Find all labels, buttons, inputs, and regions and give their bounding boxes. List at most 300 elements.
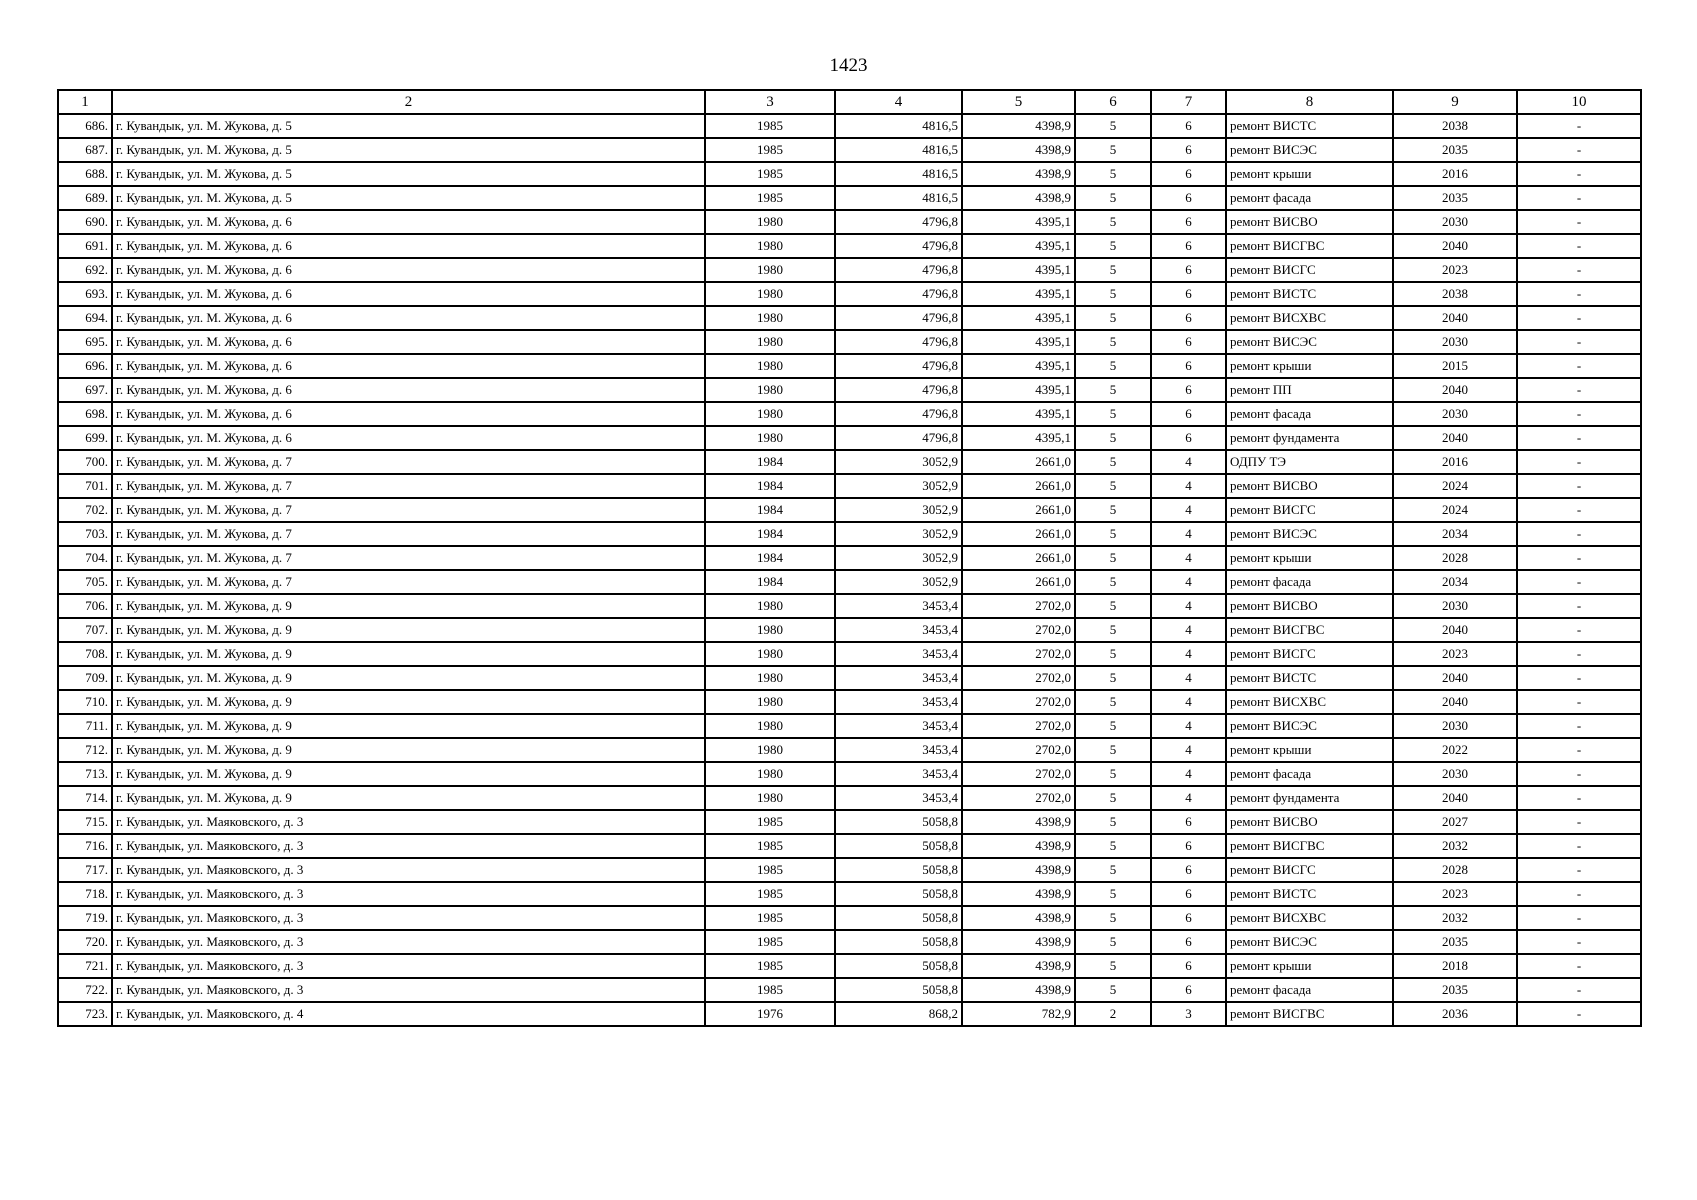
- cell-year-built: 1985: [705, 138, 835, 162]
- cell-residential-area: 4395,1: [962, 258, 1075, 282]
- cell-note: -: [1517, 162, 1641, 186]
- cell-address: г. Кувандык, ул. М. Жукова, д. 9: [112, 762, 705, 786]
- cell-residential-area: 4395,1: [962, 402, 1075, 426]
- cell-floors: 5: [1075, 618, 1151, 642]
- cell-total-area: 4816,5: [835, 162, 962, 186]
- cell-planned-year: 2028: [1393, 858, 1517, 882]
- cell-entrances: 6: [1151, 138, 1226, 162]
- cell-address: г. Кувандык, ул. Маяковского, д. 3: [112, 810, 705, 834]
- cell-floors: 5: [1075, 810, 1151, 834]
- cell-planned-year: 2030: [1393, 762, 1517, 786]
- cell-work-type: ремонт ВИСГС: [1226, 498, 1393, 522]
- cell-work-type: ремонт ВИСГВС: [1226, 618, 1393, 642]
- cell-year-built: 1980: [705, 426, 835, 450]
- cell-note: -: [1517, 282, 1641, 306]
- cell-note: -: [1517, 522, 1641, 546]
- cell-planned-year: 2016: [1393, 162, 1517, 186]
- cell-address: г. Кувандык, ул. Маяковского, д. 3: [112, 858, 705, 882]
- cell-planned-year: 2023: [1393, 642, 1517, 666]
- cell-entrances: 6: [1151, 258, 1226, 282]
- cell-note: -: [1517, 618, 1641, 642]
- cell-year-built: 1980: [705, 378, 835, 402]
- cell-row-number: 715.: [58, 810, 112, 834]
- table-row: [58, 954, 1641, 978]
- cell-planned-year: 2035: [1393, 138, 1517, 162]
- cell-note: -: [1517, 114, 1641, 138]
- cell-work-type: ремонт ВИСЭС: [1226, 714, 1393, 738]
- cell-residential-area: 4398,9: [962, 930, 1075, 954]
- table-row: [58, 690, 1641, 714]
- cell-address: г. Кувандык, ул. М. Жукова, д. 9: [112, 738, 705, 762]
- cell-row-number: 709.: [58, 666, 112, 690]
- cell-year-built: 1984: [705, 450, 835, 474]
- cell-year-built: 1984: [705, 522, 835, 546]
- column-header: 2: [112, 90, 705, 114]
- cell-floors: 5: [1075, 450, 1151, 474]
- cell-total-area: 5058,8: [835, 930, 962, 954]
- cell-total-area: 5058,8: [835, 810, 962, 834]
- cell-work-type: ремонт ВИСГС: [1226, 258, 1393, 282]
- cell-entrances: 6: [1151, 954, 1226, 978]
- cell-work-type: ремонт ВИСВО: [1226, 474, 1393, 498]
- cell-residential-area: 2661,0: [962, 450, 1075, 474]
- table-row: [58, 186, 1641, 210]
- cell-entrances: 6: [1151, 114, 1226, 138]
- cell-floors: 5: [1075, 354, 1151, 378]
- cell-note: -: [1517, 642, 1641, 666]
- cell-work-type: ремонт ВИСЭС: [1226, 138, 1393, 162]
- cell-row-number: 689.: [58, 186, 112, 210]
- cell-floors: 5: [1075, 786, 1151, 810]
- cell-total-area: 3052,9: [835, 546, 962, 570]
- table-row: [58, 282, 1641, 306]
- table-row: [58, 762, 1641, 786]
- cell-planned-year: 2035: [1393, 186, 1517, 210]
- table-row: [58, 882, 1641, 906]
- table-row: [58, 906, 1641, 930]
- cell-address: г. Кувандык, ул. М. Жукова, д. 5: [112, 114, 705, 138]
- cell-residential-area: 2661,0: [962, 474, 1075, 498]
- cell-total-area: 3052,9: [835, 474, 962, 498]
- cell-floors: 5: [1075, 738, 1151, 762]
- cell-entrances: 4: [1151, 498, 1226, 522]
- cell-total-area: 4816,5: [835, 114, 962, 138]
- cell-total-area: 3052,9: [835, 570, 962, 594]
- cell-entrances: 4: [1151, 642, 1226, 666]
- cell-entrances: 4: [1151, 450, 1226, 474]
- cell-entrances: 6: [1151, 282, 1226, 306]
- cell-address: г. Кувандык, ул. М. Жукова, д. 9: [112, 618, 705, 642]
- cell-year-built: 1984: [705, 474, 835, 498]
- cell-row-number: 700.: [58, 450, 112, 474]
- cell-note: -: [1517, 330, 1641, 354]
- cell-address: г. Кувандык, ул. М. Жукова, д. 7: [112, 474, 705, 498]
- table-row: [58, 570, 1641, 594]
- cell-residential-area: 4395,1: [962, 210, 1075, 234]
- cell-entrances: 6: [1151, 930, 1226, 954]
- column-header: 4: [835, 90, 962, 114]
- cell-year-built: 1980: [705, 786, 835, 810]
- cell-address: г. Кувандык, ул. М. Жукова, д. 7: [112, 498, 705, 522]
- cell-floors: 5: [1075, 498, 1151, 522]
- cell-total-area: 4796,8: [835, 330, 962, 354]
- cell-floors: 5: [1075, 162, 1151, 186]
- cell-row-number: 706.: [58, 594, 112, 618]
- cell-planned-year: 2030: [1393, 330, 1517, 354]
- cell-planned-year: 2040: [1393, 234, 1517, 258]
- cell-entrances: 6: [1151, 378, 1226, 402]
- cell-work-type: ремонт фасада: [1226, 762, 1393, 786]
- cell-address: г. Кувандык, ул. М. Жукова, д. 9: [112, 690, 705, 714]
- cell-year-built: 1980: [705, 594, 835, 618]
- cell-note: -: [1517, 450, 1641, 474]
- cell-year-built: 1984: [705, 546, 835, 570]
- cell-residential-area: 4398,9: [962, 882, 1075, 906]
- cell-planned-year: 2040: [1393, 690, 1517, 714]
- cell-total-area: 3453,4: [835, 618, 962, 642]
- cell-note: -: [1517, 474, 1641, 498]
- cell-address: г. Кувандык, ул. Маяковского, д. 3: [112, 978, 705, 1002]
- cell-planned-year: 2030: [1393, 594, 1517, 618]
- cell-total-area: 5058,8: [835, 954, 962, 978]
- cell-floors: 5: [1075, 330, 1151, 354]
- cell-note: -: [1517, 954, 1641, 978]
- cell-total-area: 4796,8: [835, 354, 962, 378]
- cell-year-built: 1985: [705, 162, 835, 186]
- column-header: 3: [705, 90, 835, 114]
- cell-year-built: 1985: [705, 882, 835, 906]
- cell-floors: 5: [1075, 954, 1151, 978]
- cell-work-type: ремонт фундамента: [1226, 426, 1393, 450]
- cell-row-number: 691.: [58, 234, 112, 258]
- cell-note: -: [1517, 786, 1641, 810]
- cell-address: г. Кувандык, ул. М. Жукова, д. 5: [112, 138, 705, 162]
- column-header: 8: [1226, 90, 1393, 114]
- table-row: [58, 714, 1641, 738]
- cell-entrances: 6: [1151, 834, 1226, 858]
- cell-residential-area: 2702,0: [962, 762, 1075, 786]
- cell-work-type: ремонт ВИСТС: [1226, 666, 1393, 690]
- cell-year-built: 1980: [705, 258, 835, 282]
- cell-note: -: [1517, 546, 1641, 570]
- cell-entrances: 6: [1151, 978, 1226, 1002]
- cell-residential-area: 4398,9: [962, 858, 1075, 882]
- cell-floors: 5: [1075, 978, 1151, 1002]
- cell-row-number: 701.: [58, 474, 112, 498]
- cell-note: -: [1517, 186, 1641, 210]
- cell-residential-area: 2702,0: [962, 594, 1075, 618]
- cell-note: -: [1517, 594, 1641, 618]
- cell-total-area: 5058,8: [835, 882, 962, 906]
- cell-entrances: 6: [1151, 162, 1226, 186]
- cell-entrances: 4: [1151, 522, 1226, 546]
- cell-year-built: 1980: [705, 642, 835, 666]
- cell-planned-year: 2038: [1393, 282, 1517, 306]
- cell-work-type: ремонт ВИСЭС: [1226, 330, 1393, 354]
- cell-work-type: ремонт ВИСХВС: [1226, 690, 1393, 714]
- cell-entrances: 6: [1151, 186, 1226, 210]
- cell-address: г. Кувандык, ул. М. Жукова, д. 6: [112, 402, 705, 426]
- cell-year-built: 1980: [705, 330, 835, 354]
- cell-floors: 5: [1075, 258, 1151, 282]
- cell-work-type: ремонт ВИСЭС: [1226, 930, 1393, 954]
- cell-total-area: 4796,8: [835, 258, 962, 282]
- cell-planned-year: 2028: [1393, 546, 1517, 570]
- cell-row-number: 690.: [58, 210, 112, 234]
- table-row: [58, 666, 1641, 690]
- cell-row-number: 696.: [58, 354, 112, 378]
- cell-entrances: 6: [1151, 306, 1226, 330]
- column-header: 7: [1151, 90, 1226, 114]
- cell-entrances: 6: [1151, 906, 1226, 930]
- cell-entrances: 6: [1151, 426, 1226, 450]
- cell-entrances: 6: [1151, 858, 1226, 882]
- cell-entrances: 6: [1151, 882, 1226, 906]
- table-row: [58, 738, 1641, 762]
- cell-total-area: 4796,8: [835, 426, 962, 450]
- cell-planned-year: 2024: [1393, 498, 1517, 522]
- table-row: [58, 522, 1641, 546]
- cell-planned-year: 2035: [1393, 978, 1517, 1002]
- cell-residential-area: 4398,9: [962, 162, 1075, 186]
- cell-planned-year: 2040: [1393, 306, 1517, 330]
- cell-planned-year: 2024: [1393, 474, 1517, 498]
- cell-note: -: [1517, 138, 1641, 162]
- cell-planned-year: 2030: [1393, 402, 1517, 426]
- cell-floors: 5: [1075, 570, 1151, 594]
- cell-residential-area: 2661,0: [962, 498, 1075, 522]
- cell-note: -: [1517, 930, 1641, 954]
- cell-row-number: 708.: [58, 642, 112, 666]
- cell-work-type: ремонт ВИСТС: [1226, 114, 1393, 138]
- cell-note: -: [1517, 762, 1641, 786]
- cell-floors: 2: [1075, 1002, 1151, 1026]
- cell-residential-area: 4398,9: [962, 138, 1075, 162]
- cell-entrances: 4: [1151, 474, 1226, 498]
- table-row: [58, 834, 1641, 858]
- cell-entrances: 6: [1151, 354, 1226, 378]
- cell-entrances: 4: [1151, 546, 1226, 570]
- cell-planned-year: 2030: [1393, 210, 1517, 234]
- cell-residential-area: 4398,9: [962, 810, 1075, 834]
- cell-note: -: [1517, 810, 1641, 834]
- cell-note: -: [1517, 426, 1641, 450]
- cell-row-number: 711.: [58, 714, 112, 738]
- cell-floors: 5: [1075, 306, 1151, 330]
- cell-note: -: [1517, 570, 1641, 594]
- cell-row-number: 702.: [58, 498, 112, 522]
- table-row: [58, 114, 1641, 138]
- cell-residential-area: 2702,0: [962, 642, 1075, 666]
- cell-year-built: 1980: [705, 762, 835, 786]
- cell-total-area: 4796,8: [835, 282, 962, 306]
- cell-work-type: ОДПУ ТЭ: [1226, 450, 1393, 474]
- cell-note: -: [1517, 402, 1641, 426]
- cell-work-type: ремонт ВИСГВС: [1226, 1002, 1393, 1026]
- cell-address: г. Кувандык, ул. Маяковского, д. 4: [112, 1002, 705, 1026]
- column-header: 10: [1517, 90, 1641, 114]
- cell-work-type: ремонт ВИСГВС: [1226, 834, 1393, 858]
- cell-row-number: 721.: [58, 954, 112, 978]
- cell-work-type: ремонт фасада: [1226, 978, 1393, 1002]
- cell-total-area: 3453,4: [835, 594, 962, 618]
- cell-floors: 5: [1075, 114, 1151, 138]
- cell-residential-area: 4395,1: [962, 282, 1075, 306]
- cell-address: г. Кувандык, ул. Маяковского, д. 3: [112, 834, 705, 858]
- cell-address: г. Кувандык, ул. Маяковского, д. 3: [112, 954, 705, 978]
- cell-address: г. Кувандык, ул. М. Жукова, д. 9: [112, 642, 705, 666]
- cell-note: -: [1517, 354, 1641, 378]
- cell-total-area: 3453,4: [835, 666, 962, 690]
- cell-floors: 5: [1075, 210, 1151, 234]
- cell-work-type: ремонт ВИСГС: [1226, 642, 1393, 666]
- table-row: [58, 402, 1641, 426]
- cell-residential-area: 2702,0: [962, 714, 1075, 738]
- cell-row-number: 714.: [58, 786, 112, 810]
- cell-entrances: 6: [1151, 330, 1226, 354]
- cell-total-area: 5058,8: [835, 978, 962, 1002]
- cell-total-area: 4816,5: [835, 186, 962, 210]
- cell-residential-area: 2702,0: [962, 690, 1075, 714]
- cell-entrances: 4: [1151, 570, 1226, 594]
- cell-total-area: 4796,8: [835, 402, 962, 426]
- cell-address: г. Кувандык, ул. М. Жукова, д. 6: [112, 210, 705, 234]
- cell-year-built: 1980: [705, 234, 835, 258]
- cell-residential-area: 4398,9: [962, 834, 1075, 858]
- cell-row-number: 723.: [58, 1002, 112, 1026]
- cell-total-area: 4796,8: [835, 306, 962, 330]
- cell-row-number: 710.: [58, 690, 112, 714]
- cell-year-built: 1985: [705, 834, 835, 858]
- cell-work-type: ремонт ВИСВО: [1226, 210, 1393, 234]
- repair-schedule-table: [57, 89, 1642, 1027]
- table-row: [58, 858, 1641, 882]
- cell-address: г. Кувандык, ул. М. Жукова, д. 7: [112, 570, 705, 594]
- cell-floors: 5: [1075, 762, 1151, 786]
- cell-residential-area: 4398,9: [962, 978, 1075, 1002]
- cell-total-area: 4816,5: [835, 138, 962, 162]
- cell-address: г. Кувандык, ул. М. Жукова, д. 6: [112, 354, 705, 378]
- cell-row-number: 718.: [58, 882, 112, 906]
- cell-floors: 5: [1075, 546, 1151, 570]
- cell-row-number: 688.: [58, 162, 112, 186]
- cell-total-area: 3052,9: [835, 450, 962, 474]
- cell-year-built: 1985: [705, 978, 835, 1002]
- cell-planned-year: 2040: [1393, 378, 1517, 402]
- cell-floors: 5: [1075, 402, 1151, 426]
- cell-floors: 5: [1075, 906, 1151, 930]
- table-row: [58, 210, 1641, 234]
- cell-residential-area: 4395,1: [962, 426, 1075, 450]
- cell-entrances: 6: [1151, 810, 1226, 834]
- cell-floors: 5: [1075, 234, 1151, 258]
- cell-row-number: 686.: [58, 114, 112, 138]
- cell-note: -: [1517, 666, 1641, 690]
- cell-floors: 5: [1075, 858, 1151, 882]
- cell-entrances: 4: [1151, 690, 1226, 714]
- cell-address: г. Кувандык, ул. М. Жукова, д. 9: [112, 714, 705, 738]
- table-row: [58, 258, 1641, 282]
- cell-year-built: 1980: [705, 210, 835, 234]
- cell-planned-year: 2035: [1393, 930, 1517, 954]
- table-row: [58, 354, 1641, 378]
- cell-work-type: ремонт фасада: [1226, 186, 1393, 210]
- cell-residential-area: 2661,0: [962, 570, 1075, 594]
- table-row: [58, 306, 1641, 330]
- table-row: [58, 378, 1641, 402]
- table-row: [58, 234, 1641, 258]
- cell-address: г. Кувандык, ул. Маяковского, д. 3: [112, 906, 705, 930]
- cell-work-type: ремонт ВИСХВС: [1226, 306, 1393, 330]
- cell-year-built: 1984: [705, 570, 835, 594]
- cell-planned-year: 2032: [1393, 834, 1517, 858]
- cell-residential-area: 4398,9: [962, 186, 1075, 210]
- cell-work-type: ремонт ВИСГВС: [1226, 234, 1393, 258]
- cell-planned-year: 2023: [1393, 882, 1517, 906]
- table-row: [58, 450, 1641, 474]
- table-row: [58, 546, 1641, 570]
- cell-year-built: 1980: [705, 714, 835, 738]
- cell-row-number: 722.: [58, 978, 112, 1002]
- cell-row-number: 698.: [58, 402, 112, 426]
- table-body: [58, 114, 1641, 1026]
- cell-year-built: 1984: [705, 498, 835, 522]
- cell-work-type: ремонт ВИСХВС: [1226, 906, 1393, 930]
- cell-floors: 5: [1075, 594, 1151, 618]
- cell-total-area: 3453,4: [835, 786, 962, 810]
- cell-year-built: 1980: [705, 282, 835, 306]
- cell-planned-year: 2040: [1393, 666, 1517, 690]
- cell-note: -: [1517, 498, 1641, 522]
- cell-planned-year: 2032: [1393, 906, 1517, 930]
- cell-entrances: 4: [1151, 666, 1226, 690]
- cell-note: -: [1517, 714, 1641, 738]
- cell-address: г. Кувандык, ул. М. Жукова, д. 6: [112, 330, 705, 354]
- cell-entrances: 4: [1151, 594, 1226, 618]
- cell-total-area: 3052,9: [835, 522, 962, 546]
- cell-total-area: 3453,4: [835, 690, 962, 714]
- cell-total-area: 5058,8: [835, 906, 962, 930]
- table-row: [58, 474, 1641, 498]
- cell-row-number: 716.: [58, 834, 112, 858]
- cell-residential-area: 2702,0: [962, 618, 1075, 642]
- cell-row-number: 704.: [58, 546, 112, 570]
- cell-address: г. Кувандык, ул. Маяковского, д. 3: [112, 930, 705, 954]
- cell-row-number: 707.: [58, 618, 112, 642]
- cell-address: г. Кувандык, ул. М. Жукова, д. 9: [112, 786, 705, 810]
- cell-row-number: 693.: [58, 282, 112, 306]
- cell-address: г. Кувандык, ул. Маяковского, д. 3: [112, 882, 705, 906]
- cell-floors: 5: [1075, 138, 1151, 162]
- cell-address: г. Кувандык, ул. М. Жукова, д. 6: [112, 234, 705, 258]
- cell-work-type: ремонт крыши: [1226, 162, 1393, 186]
- cell-planned-year: 2030: [1393, 714, 1517, 738]
- cell-row-number: 695.: [58, 330, 112, 354]
- cell-total-area: 3453,4: [835, 714, 962, 738]
- cell-address: г. Кувандык, ул. М. Жукова, д. 9: [112, 666, 705, 690]
- cell-year-built: 1985: [705, 930, 835, 954]
- table-row: [58, 810, 1641, 834]
- cell-residential-area: 2702,0: [962, 738, 1075, 762]
- cell-entrances: 4: [1151, 714, 1226, 738]
- cell-total-area: 3453,4: [835, 738, 962, 762]
- cell-residential-area: 782,9: [962, 1002, 1075, 1026]
- cell-address: г. Кувандык, ул. М. Жукова, д. 6: [112, 258, 705, 282]
- table-row: [58, 162, 1641, 186]
- cell-floors: 5: [1075, 714, 1151, 738]
- table-row: [58, 1002, 1641, 1026]
- cell-planned-year: 2027: [1393, 810, 1517, 834]
